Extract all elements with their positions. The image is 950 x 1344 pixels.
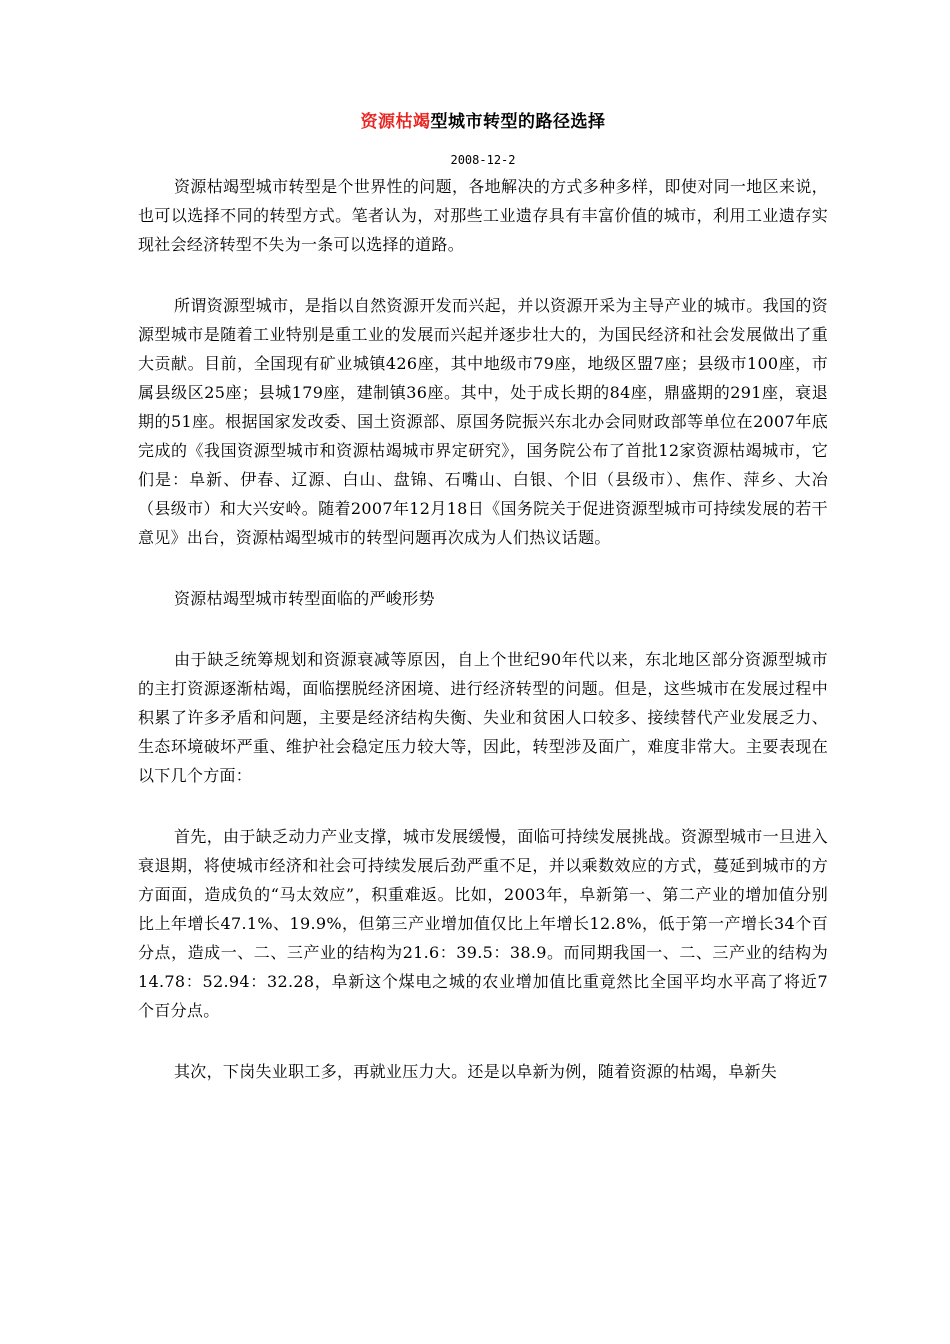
paragraph-second: 其次，下岗失业职工多，再就业压力大。还是以阜新为例，随着资源的枯竭，阜新失: [174, 1062, 778, 1081]
paragraph-first: 首先，由于缺乏动力产业支撑，城市发展缓慢，面临可持续发展挑战。资源型城市一旦进入衰退期，将使城市经济和社会可持续发展后劲严重不足，并以乘数效应的方式，蔓延到城市的方方面面，造成负的“马太效应”，积重难返。比如，2003年，阜新第一、第二产业的增加值分别比上年增长47.1%、19.9%，但第三产业增加值仅比上年增长12.8%，低于第一产增长34个百分点，造成一、二、三产业的结构为21.6：39.5：38.9。而同期我国一、二、三产业的结构为14.78：52.94：32.28，阜新这个煤电之城的农业增加值比重竟然比全国平均水平高了将近7个百分点。: [138, 827, 828, 1020]
article-date: 2008-12-2: [450, 153, 516, 167]
title-highlight: 资源枯竭: [360, 112, 431, 132]
document-page: [138, 110, 828, 1118]
paragraph-situation: 由于缺乏统筹规划和资源衰减等原因，自上个世纪90年代以来，东北地区部分资源型城市的主打资源逐渐枯竭，面临摆脱经济困境、进行经济转型的问题。但是，这些城市在发展过程中积累了许多矛盾和问题，主要是经济结构失衡、失业和贫困人口较多、接续替代产业发展乏力、生态环境破坏严重、维护社会稳定压力较大等，因此，转型涉及面广，难度非常大。主要表现在以下几个方面：: [138, 650, 828, 785]
paragraph-definition: 所谓资源型城市，是指以自然资源开发而兴起，并以资源开采为主导产业的城市。我国的资源型城市是随着工业特别是重工业的发展而兴起并逐步壮大的，为国民经济和社会发展做出了重大贡献。目前，全国现有矿业城镇426座，其中地级市79座，地级区盟7座；县级市100座，市属县级区25座；县城179座，建制镇36座。其中，处于成长期的84座，鼎盛期的291座，衰退期的51座。根据国家发改委、国土资源部、原国务院振兴东北办会同财政部等单位在2007年底完成的《我国资源型城市和资源枯竭城市界定研究》，国务院公布了首批12家资源枯竭城市，它们是：阜新、伊春、辽源、白山、盘锦、石嘴山、白银、个旧（县级市）、焦作、萍乡、大冶（县级市）和大兴安岭。随着2007年12月18日《国务院关于促进资源型城市可持续发展的若干意见》出台，资源枯竭型城市的转型问题再次成为人们热议话题。: [138, 296, 828, 547]
section-subheading: 资源枯竭型城市转型面临的严峻形势: [174, 589, 435, 608]
title-rest: 型城市转型的路径选择: [430, 112, 606, 132]
paragraph-intro: 资源枯竭型城市转型是个世界性的问题，各地解决的方式多种多样，即使对同一地区来说，也可以选择不同的转型方式。笔者认为，对那些工业遗存具有丰富价值的城市，利用工业遗存实现社会经济转型不失为一条可以选择的道路。: [138, 177, 828, 254]
article-title: [138, 110, 828, 134]
